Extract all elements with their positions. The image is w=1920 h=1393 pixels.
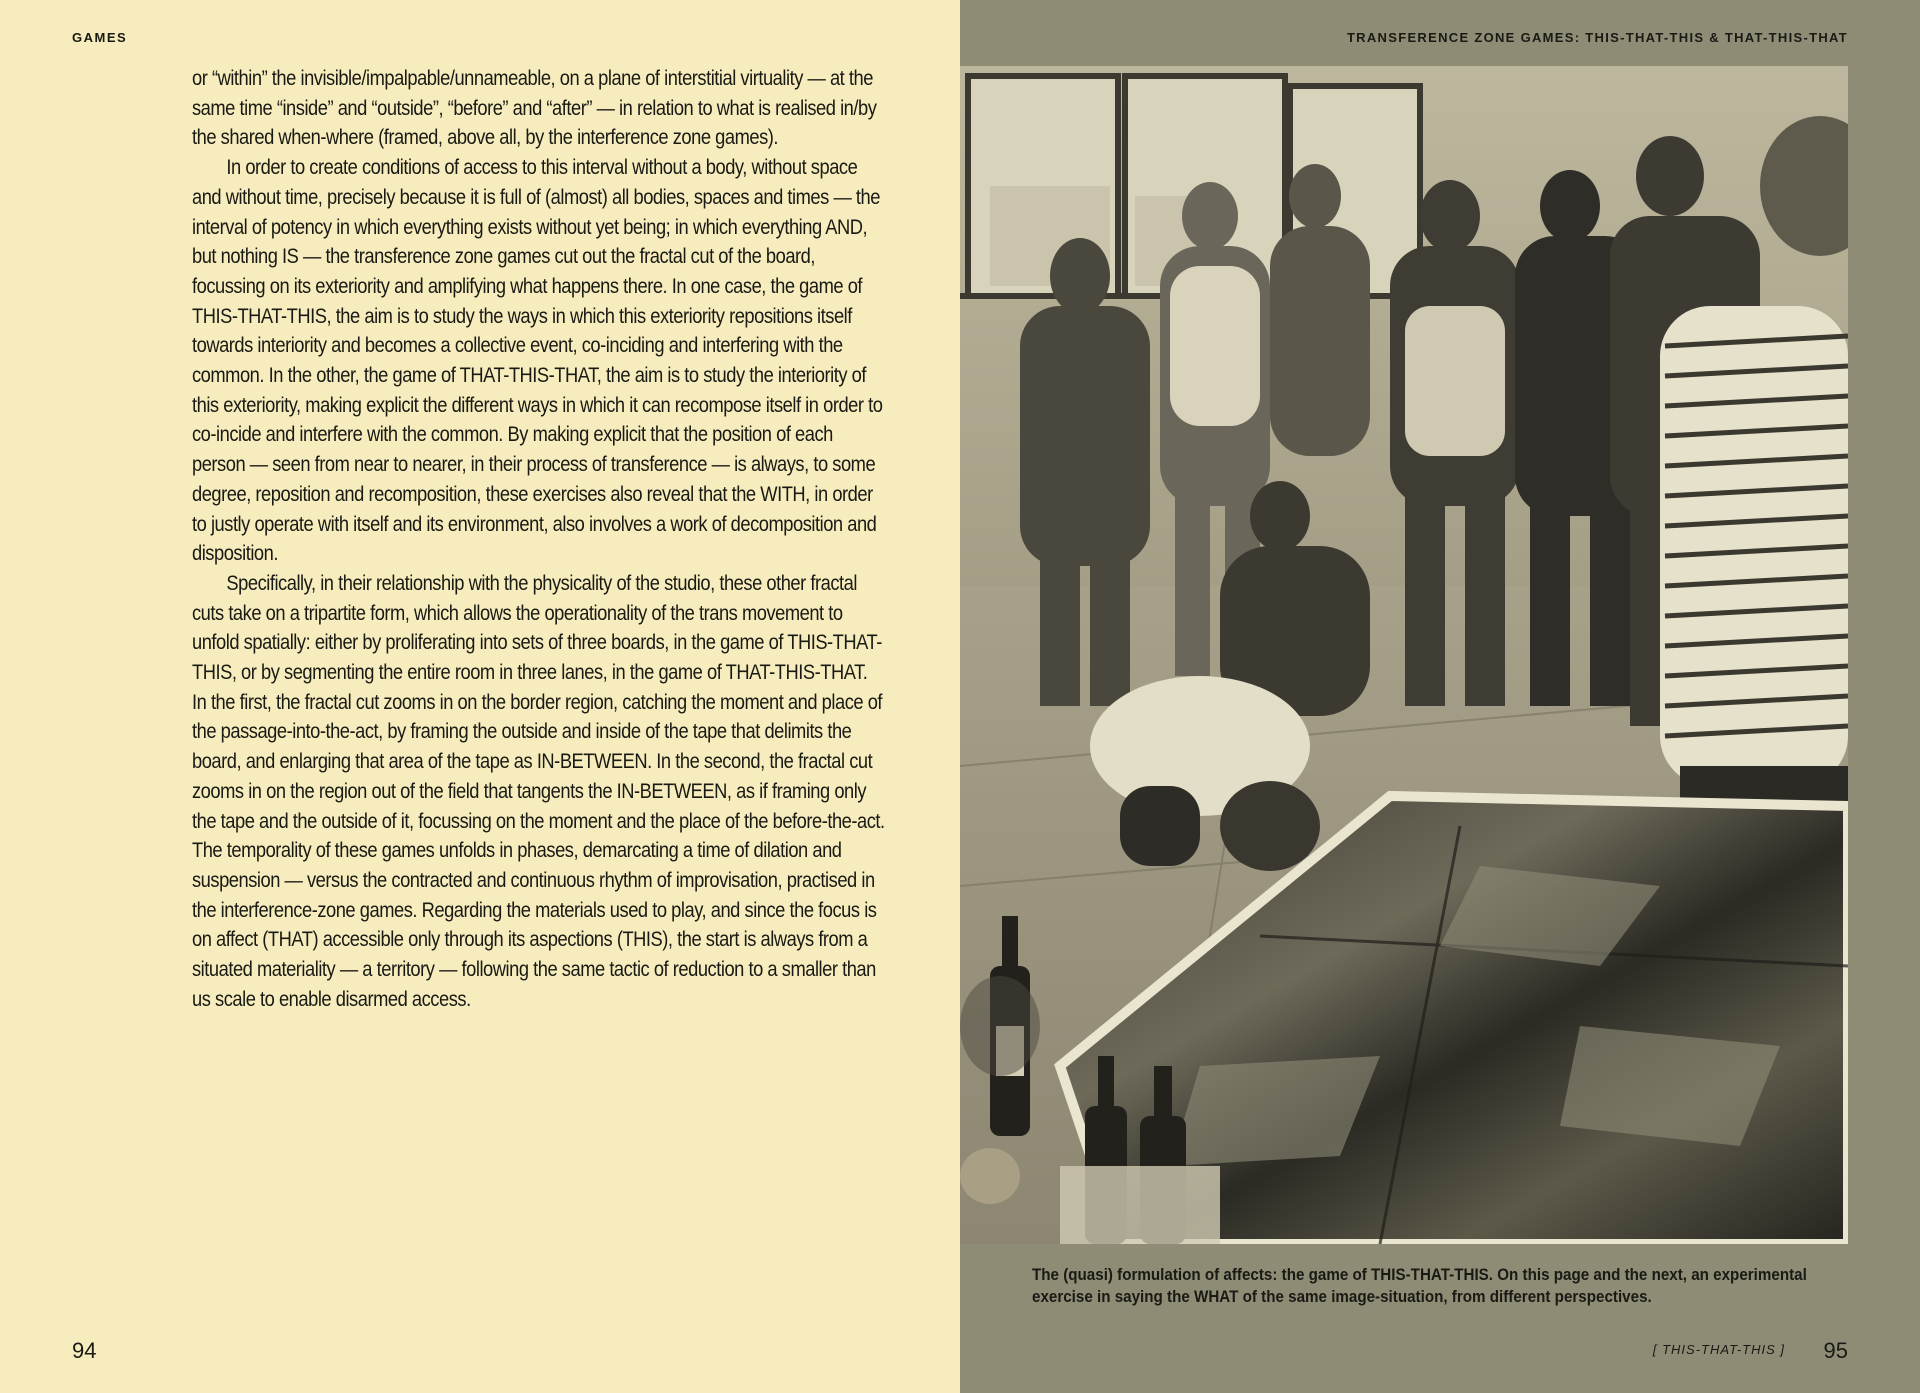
body-text [192,64,885,1015]
page-number-right: 95 [1823,1338,1848,1363]
photo-caption: The (quasi) formulation of affects: the game of THIS-THAT-THIS. On this page and the next, an experimental exercise in saying the WHAT of the same image-situation, from different perspectives. [1032,1266,1807,1306]
running-head-right: TRANSFERENCE ZONE GAMES: THIS-THAT-THIS & THAT-THIS-THAT [1346,30,1848,45]
page-number-left: 94 [72,1338,97,1363]
paragraph-3: Specifically, in their relationship with the physicality of the studio, these other fractal cuts take on a tripartite form, which allows the operationality of the trans movement to unfold spatially: either by proliferating into sets of three boards, in the game of THIS-THAT-THIS, or by segmenting the entire room in three lanes, in the game of THAT-THIS-THAT. In the first, the fractal cut zooms in on the border region, catching the moment and place of the passage-into-the-act, by framing the outside and inside of the tape that delimits the board, and enlarging that area of the tape as IN-BETWEEN. In the second, the fractal cut zooms in on the region out of the field that tangents the IN-BETWEEN, as if framing only the tape and the outside of it, focussing on the moment and the place of the before-the-act. The temporality of these games unfolds in phases, demarcating a time of dilation and suspension — versus the contracted and continuous rhythm of improvisation, practised in the interference-zone games. Regarding the materials used to play, and since the focus is on affect (THAT) accessible only through its aspections (THIS), the start is always from a situated materiality — a territory — following the same tactic of reduction to a smaller than us scale to enable disarmed access. [192,570,885,1011]
paragraph-2: In order to create conditions of access to this interval without a body, without space and without time, precisely because it is full of (almost) all bodies, spaces and times — the interval of potency in which everything exists without yet being; in which everything AND, but nothing IS — the transference zone games cut out the fractal cut of the board, focussing on its exteriority and amplifying what happens there. In one case, the game of THIS-THAT-THIS, the aim is to study the ways in which this exteriority repositions itself towards interiority and becomes a collective event, co-inciding and interfering with the common. In the other, the game of THAT-THIS-THAT, the aim is to study the interiority of this exteriority, making explicit the different ways in which it can recompose itself in order to co-incide and interfere with the common. By making explicit that the position of each person — seen from near to nearer, in their process of transference — is always, to some degree, reposition and recomposition, these exercises also reveal that the WITH, in order to justly operate with itself and its environment, also involves a work of decomposition and disposition. [192,155,883,566]
workshop-photo [960,66,1848,1244]
running-head-left: GAMES [72,30,128,45]
paragraph-1: or “within” the invisible/impalpable/unnameable, on a plane of interstitial virtuality — at the same time “inside” and “outside”, “before” and “after” — in relation to what is realised in/by the shared when-where (framed, above all, by the interference zone games). [192,66,877,150]
section-marker: [ THIS-THAT-THIS ] [1652,1342,1785,1357]
workshop-photo-illustration [960,66,1848,1244]
